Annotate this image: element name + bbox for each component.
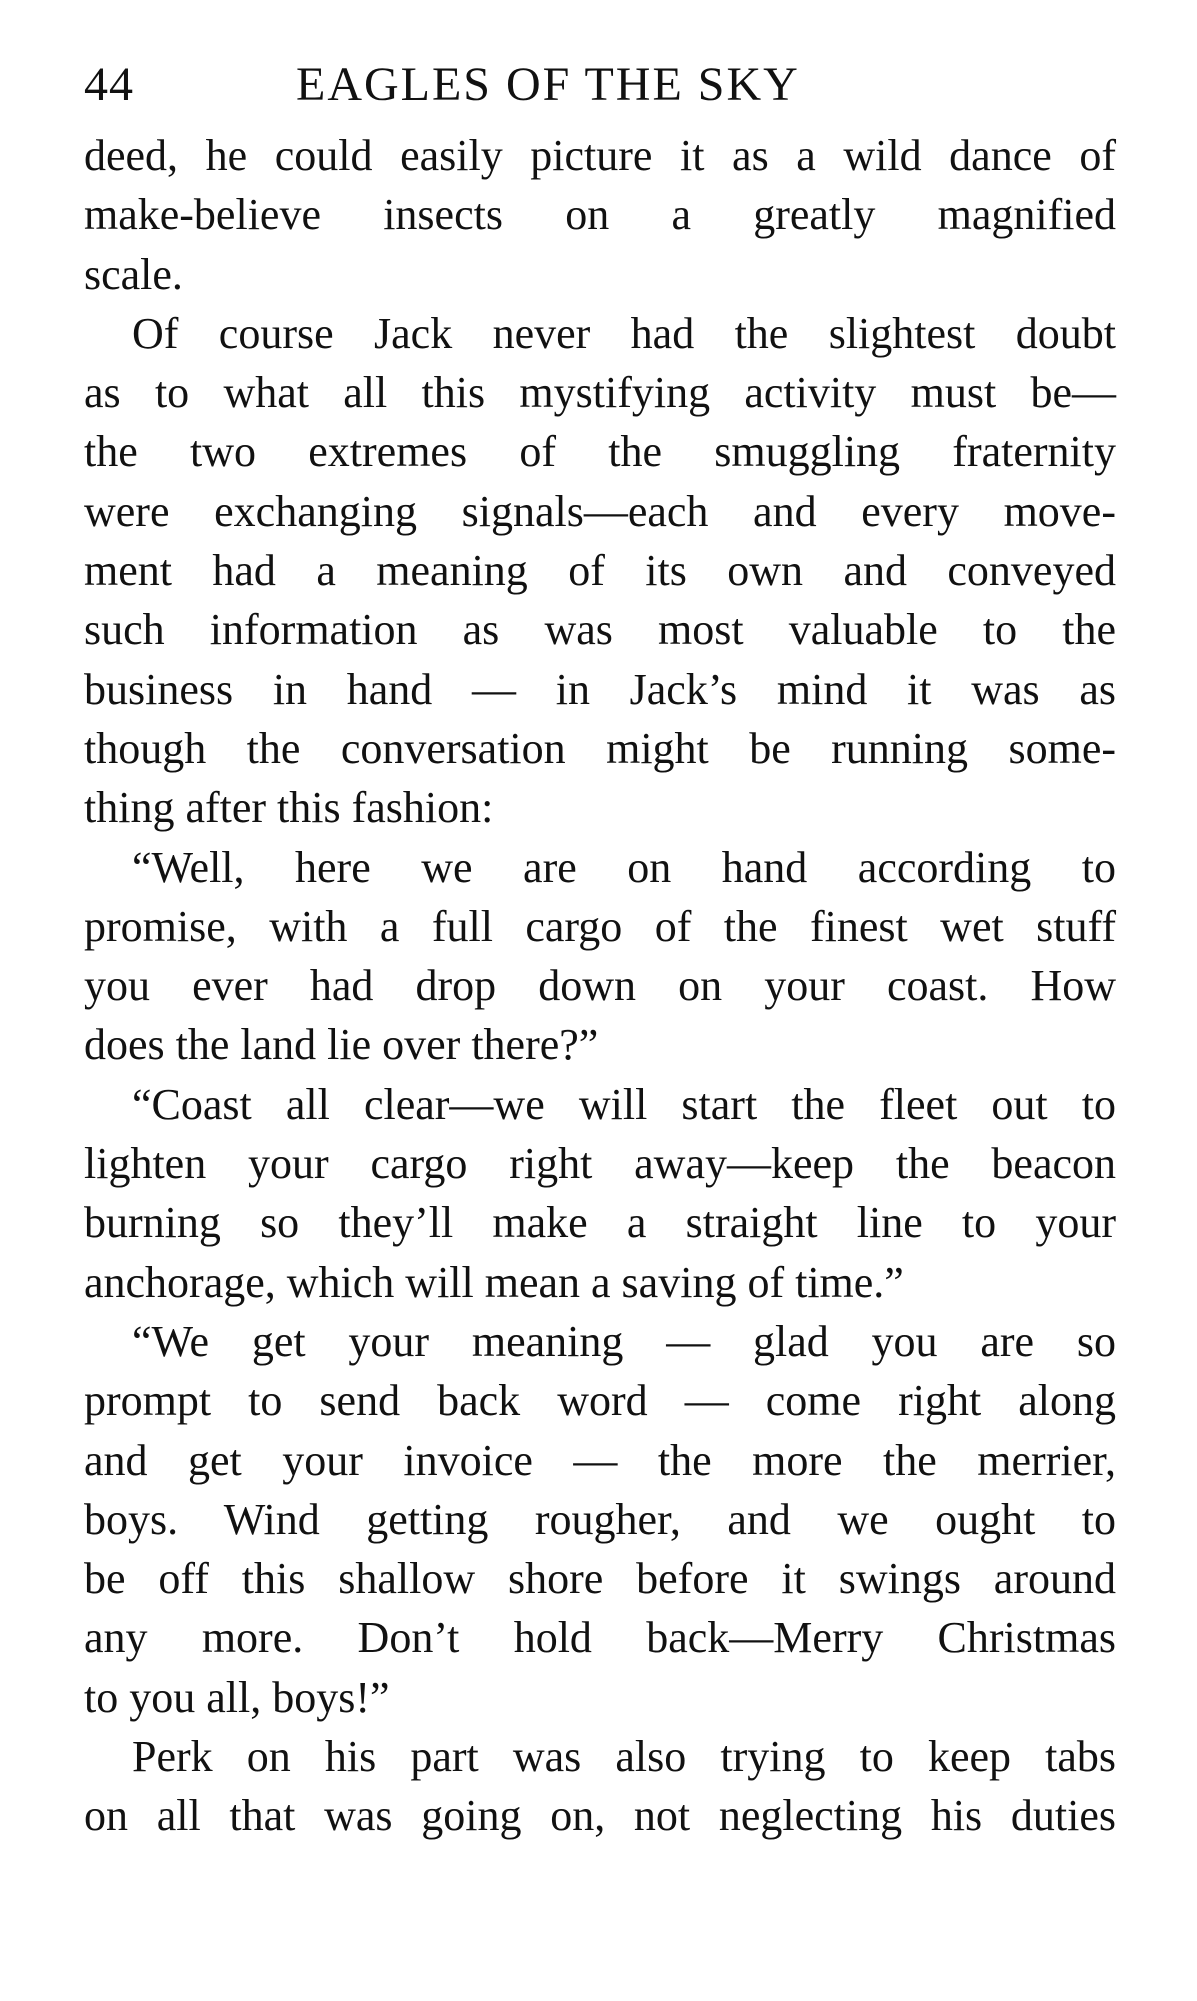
text-line: to you all, boys!”	[84, 1672, 390, 1722]
text-line: business in hand — in Jack’s mind it was as	[84, 664, 1116, 714]
text-line: and get your invoice — the more the merrier,	[84, 1435, 1116, 1485]
text-line: on all that was going on, not neglecting his duties	[84, 1791, 1116, 1841]
text-line: prompt to send back word — come right along	[84, 1376, 1116, 1426]
text-line: make-believe insects on a greatly magnified	[84, 190, 1116, 240]
body-text	[84, 126, 1116, 1846]
text-line: promise, with a full cargo of the finest wet stuff	[84, 901, 1116, 951]
paragraph-start-line: Perk on his part was also trying to keep tabs	[132, 1732, 1116, 1782]
paragraph-start-line: “We get your meaning — glad you are so	[132, 1316, 1116, 1366]
text-line: you ever had drop down on your coast. How	[84, 961, 1116, 1011]
book-title: EAGLES OF THE SKY	[296, 58, 800, 111]
paragraph-start-line: Of course Jack never had the slightest doubt	[132, 308, 1116, 358]
text-line: deed, he could easily picture it as a wild dance of	[84, 131, 1116, 180]
paragraph-start-line: “Well, here we are on hand according to	[132, 842, 1116, 892]
text-line: such information as was most valuable to the	[84, 605, 1116, 655]
text-line: burning so they’ll make a straight line to your	[84, 1198, 1116, 1248]
text-line: though the conversation might be running some-	[84, 723, 1116, 773]
text-line: be off this shallow shore before it swings around	[84, 1554, 1116, 1604]
text-line: as to what all this mystifying activity must be—	[84, 368, 1116, 418]
text-line: lighten your cargo right away—keep the beacon	[84, 1139, 1116, 1189]
text-line: boys. Wind getting rougher, and we ought to	[84, 1494, 1116, 1544]
text-line: thing after this fashion:	[84, 783, 494, 833]
text-line: scale.	[84, 249, 183, 299]
text-line: any more. Don’t hold back—Merry Christmas	[84, 1613, 1116, 1663]
text-line: ment had a meaning of its own and conveyed	[84, 546, 1116, 596]
running-head	[84, 52, 1116, 118]
page-number: 44	[84, 58, 134, 111]
text-line: anchorage, which will mean a saving of time.”	[84, 1257, 904, 1307]
text-line: the two extremes of the smuggling fraternity	[84, 427, 1116, 477]
text-line: were exchanging signals—each and every move-	[84, 486, 1116, 536]
paragraph-start-line: “Coast all clear—we will start the fleet out to	[132, 1079, 1116, 1129]
text-line: does the land lie over there?”	[84, 1020, 599, 1070]
book-page	[84, 52, 1116, 1846]
